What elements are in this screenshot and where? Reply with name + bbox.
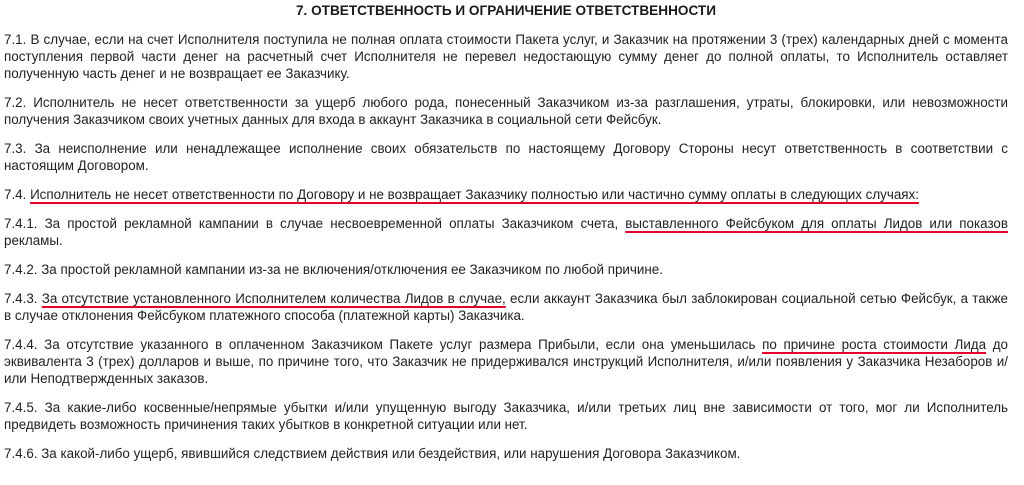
clause-7-4-3-text-after: если аккаунт Заказчика был заблокирован социальной сетью Фейсбук, а также в случае отклонения Фейсбуком платежного способа (платежной карты) Заказчика. [4, 291, 1008, 323]
clause-7-4-5: 7.4.5. За какие-либо косвенные/непрямые убытки и/или упущенную выгоду Заказчика, и/или третьих лиц вне зависимости от того, мог ли Исполнитель предвидеть возможность причинения таких убытков в конкретной ситуации или нет. [4, 400, 1008, 432]
clause-7-4-3-highlight: За отсутствие установленного Исполнителем количества Лидов в случае, [41, 291, 506, 306]
clause-7-4-number: 7.4. [4, 187, 31, 202]
clause-7-4-4 [4, 336, 1008, 387]
clause-7-4-1 [4, 215, 1008, 249]
clause-7-2: 7.2. Исполнитель не несет ответственности за ущерб любого рода, понесенный Заказчиком из-за разглашения, утраты, блокировки, или невозможности получения Заказчиком своих учетных данных для входа в аккаунт Заказчика в социальной сети Фейсбук. [4, 95, 1008, 127]
clause-7-1: 7.1. В случае, если на счет Исполнителя поступила не полная оплата стоимости Пакета услуг, и Заказчик на протяжении 3 (трех) календарных дней с момента поступления первой части денег на расчетный счет Исполнителя не перевел недостающую сумму денег до полной оплаты, то Исполнитель оставляет полученную часть денег и не возвращает ее Заказчику. [4, 32, 1008, 81]
clause-7-4-4-highlight: по причине роста стоимости Лида [762, 337, 987, 352]
clause-7-4-3-number: 7.4.3. [4, 291, 42, 306]
clause-7-4-1-text-after: рекламы. [4, 233, 63, 248]
clause-7-3: 7.3. За неисполнение или ненадлежащее исполнение своих обязательств по настоящему Договору Стороны несут ответственность в соответствии с настоящим Договором. [4, 141, 1008, 173]
section-title: 7. ОТВЕТСТВЕННОСТЬ И ОГРАНИЧЕНИЕ ОТВЕТСТВЕННОСТИ [295, 3, 717, 18]
clause-7-4-6: 7.4.6. За какой-либо ущерб, явившийся следствием действия или бездействия, или нарушения Договора Заказчиком. [4, 446, 741, 461]
clause-7-4-2: 7.4.2. За простой рекламной кампании из-за не включения/отключения ее Заказчиком по любой причине. [4, 262, 663, 277]
clause-7-4-highlight: Исполнитель не несет ответственности по Договору и не возвращает Заказчику полностью или частично сумму оплаты в следующих случаях: [30, 187, 919, 202]
clause-7-4-4-text-after: до эквивалента 3 (трех) долларов и выше, по причине того, что Заказчик не придерживался инструкций Исполнителя, и/или появления у Заказчика Незаборов и/или Неподтвержденных заказов. [4, 337, 1009, 386]
document-body [0, 2, 1018, 462]
clause-7-4-4-text-before: 7.4.4. За отсутствие указанного в оплаченном Заказчиком Пакете услуг размера Прибыли, если она уменьшилась [4, 337, 763, 352]
clause-7-4 [4, 186, 1008, 203]
clause-7-4-1-highlight: выставленного Фейсбуком для оплаты Лидов или показов [625, 216, 1008, 231]
clause-7-4-3 [4, 290, 1008, 324]
clause-7-4-1-text-before: 7.4.1. За простой рекламной кампании в случае несвоевременной оплаты Заказчиком счета, [4, 216, 626, 231]
